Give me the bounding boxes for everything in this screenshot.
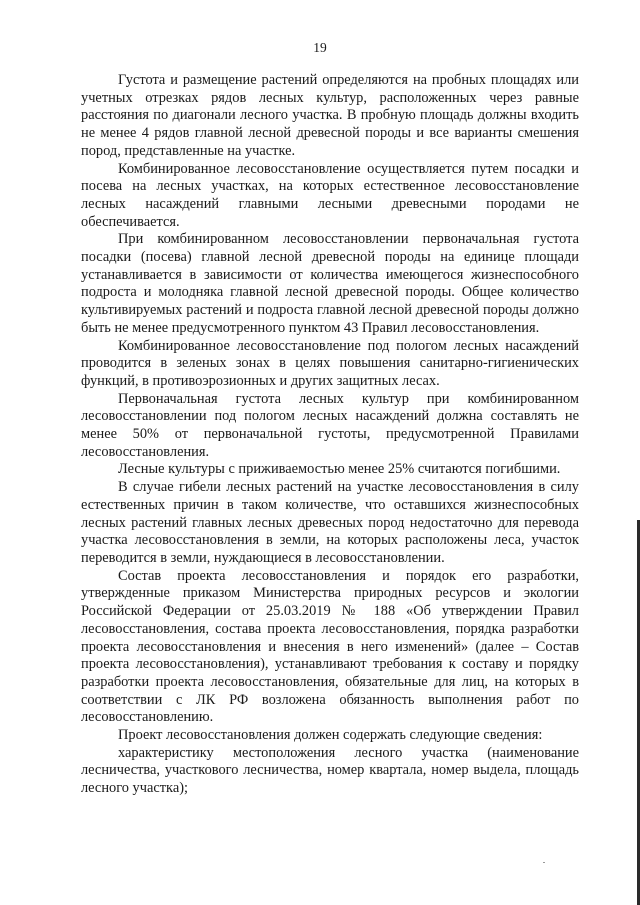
paragraph-density-50-percent: Первоначальная густота лесных культур при комбинированном лесовосстановлении под пологом лесных насаждений должна составлять не менее 50% от первоначальной густоты, предусмотренной Правилами лесовосстановления. (81, 390, 579, 460)
paragraph-plant-death: В случае гибели лесных растений на участке лесовосстановления в силу естественных причин в таком количестве, что оставшихся жизнеспособных лесных растений главных лесных древесных пород недостаточно для перевода участка лесовосстановления в земли, на которых расположены леса, участок переводится в земли, нуждающиеся в лесовосстановлении. (81, 479, 579, 566)
paragraph-density-placement: Густота и размещение растений определяются на пробных площадях или учетных отрезках рядов лесных культур, расположенных через равные расстояния по диагонали лесного участка. В пробную площадь должны входить не менее 4 рядов главной лесной древесной породы и все варианты смешения пород, представленные на участке. (81, 72, 579, 159)
paragraph-survival-rate: Лесные культуры с приживаемостью менее 25% считаются погибшими. (118, 461, 561, 478)
paragraph-under-canopy: Комбинированное лесовосстановление под пологом лесных насаждений проводится в зеленых зонах в целях повышения санитарно-гигиенических функций, в противоэрозионных и других защитных лесах. (81, 337, 579, 389)
paragraph-combined-reforestation: Комбинированное лесовосстановление осуществляется путем посадки и посева на лесных участках, на которых естественное лесовосстановление лесных насаждений главными лесными древесными породами не обеспечивается. (81, 160, 579, 230)
scan-speck (543, 862, 545, 863)
paragraph-project-composition: Состав проекта лесовосстановления и порядок его разработки, утвержденные приказом Министерства природных ресурсов и экологии Российской Федерации от 25.03.2019 № 188 «Об утверждении Правил лесовосстановления, состава проекта лесовосстановления, порядка разработки проекта лесовосстановления и внесения в него изменений» (далее – Состав проекта лесовосстановления), устанавливают требования к составу и порядку разработки проекта лесовосстановления, обязательные для лиц, на которых в соответствии с ЛК РФ возложена обязанность выполнения работ по лесовосстановлению. (81, 567, 579, 726)
page-number: 19 (313, 40, 327, 55)
paragraph-initial-density: При комбинированном лесовосстановлении первоначальная густота посадки (посева) главной лесной древесной породы на единице площади устанавливается в зависимости от количества имеющегося жизнеспособного подроста и молодняка главной лесной древесной породы. Общее количество культивируемых растений и подроста главной лесной древесной породы должно быть не менее предусмотренного пунктом 43 Правил лесовосстановления. (81, 231, 579, 336)
paragraph-location-characteristics: характеристику местоположения лесного участка (наименование лесничества, участкового лесничества, номер квартала, номер выдела, площадь лесного участка); (81, 744, 579, 797)
document-body (81, 72, 579, 798)
paragraph-project-contents: Проект лесовосстановления должен содержать следующие сведения: (118, 727, 543, 744)
